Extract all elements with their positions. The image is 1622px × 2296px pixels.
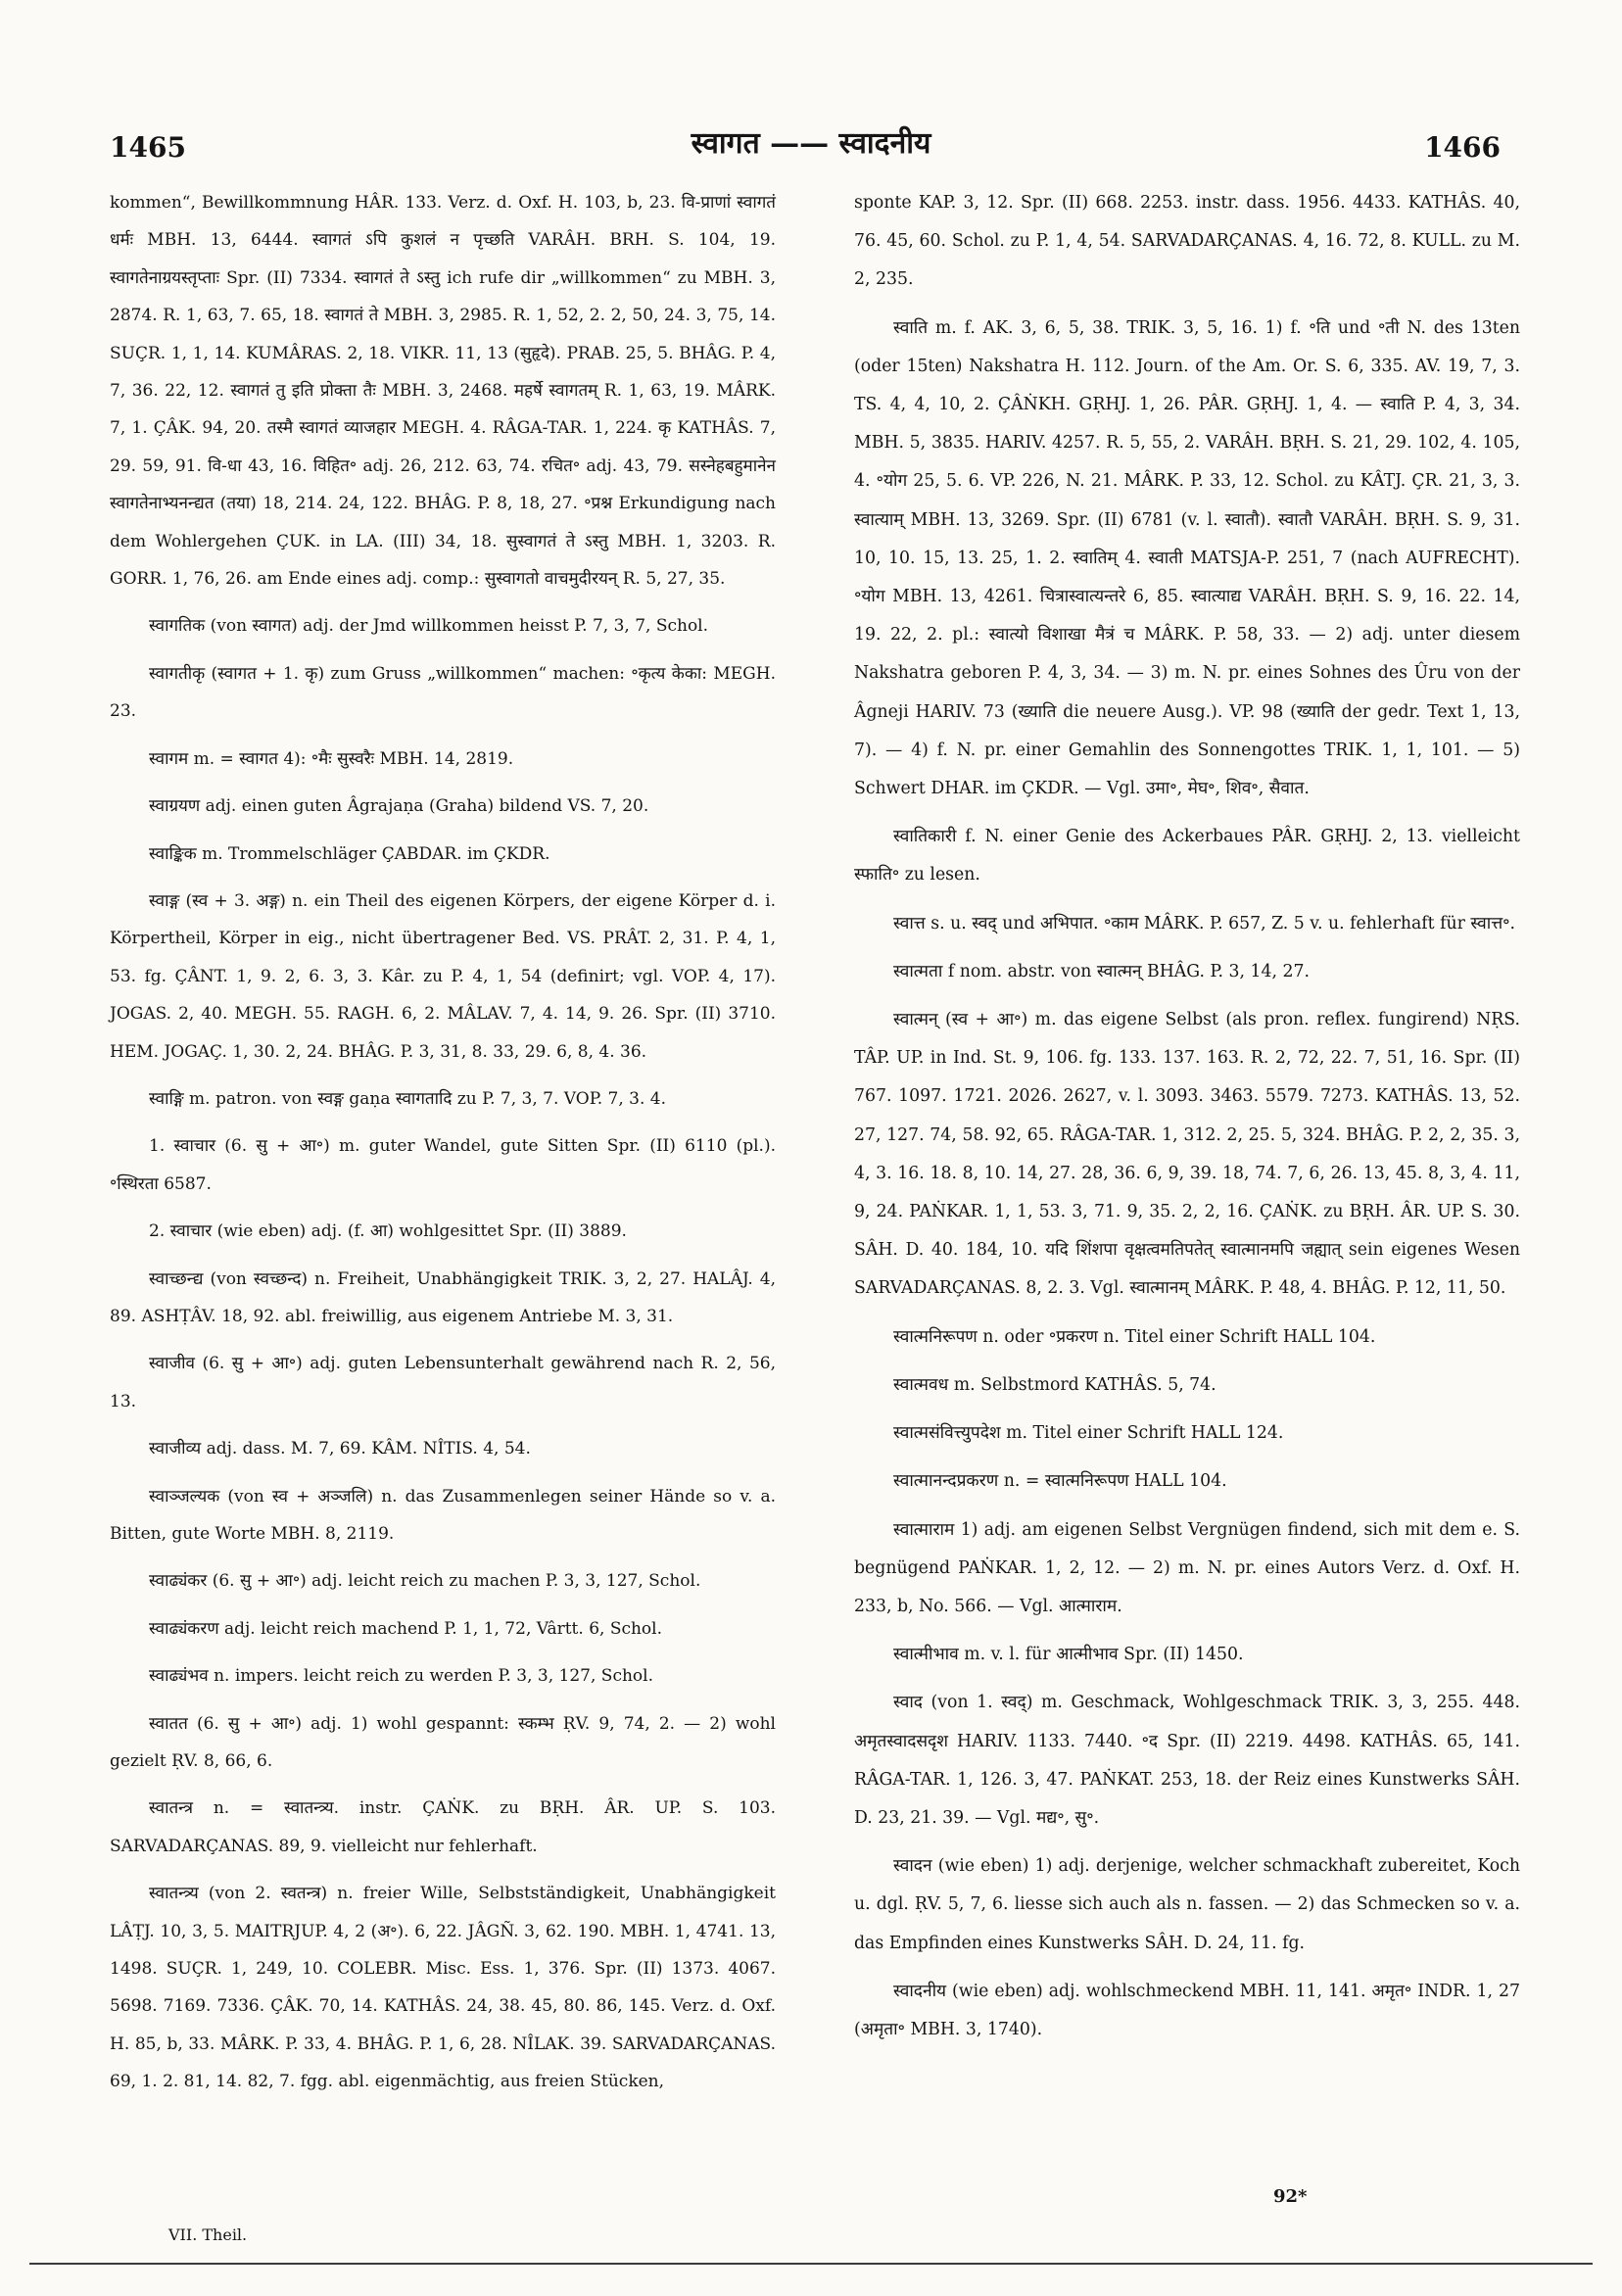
entry-paragraph: स्वात्माराम 1) adj. am eigenen Selbst Vergnügen findend, sich mit dem e. S. begnügend PAṄKAR. 1, 2, 12. — 2) m. N. pr. eines Autors Verz. d. Oxf. H. 233, b, No. 566. — Vgl. आत्माराम. (854, 1519, 1520, 1616)
entry-paragraph: स्वाङ्किक m. Trommelschläger ÇABDAR. im ÇKDR. (149, 843, 550, 864)
right-column (854, 184, 1520, 2059)
entry-paragraph: स्वात्मीभाव m. v. l. für आत्मीभाव Spr. (II) 1450. (893, 1645, 1244, 1665)
entry-paragraph: स्वाढ्यंकरण adj. leicht reich machend P. 1, 1, 72, Vârtt. 6, Schol. (149, 1618, 663, 1639)
entry-paragraph: स्वाति m. f. AK. 3, 6, 5, 38. TRIK. 3, 5, 16. 1) f. ॰ति und ॰ती N. des 13ten (oder 15ten) Nakshatra H. 112. Journ. of the Am. Or. S. 6, 335. AV. 19, 7, 3. TS. 4, 4, 10, 2. ÇÂṄKH. GṚHJ. 1, 26. PÂR. GṚHJ. 1, 4. — स्वाति P. 4, 3, 34. MBH. 5, 3835. HARIV. 4257. R. 5, 55, 2. VARÂH. BṚH. S. 21, 29. 102, 4. 105, 4. ॰योग 25, 5. 6. VP. 226, N. 21. MÂRK. P. 33, 12. Schol. zu KÂTJ. ÇR. 21, 3, 3. स्वात्याम् MBH. 13, 3269. Spr. (II) 6781 (v. l. स्वातौ). स्वातौ VARÂH. BṚH. S. 9, 31. 10, 10. 15, 13. 25, 1. 2. स्वातिम् 4. स्वाती MATSJA-P. 251, 7 (nach AUFRECHT). ॰योग MBH. 13, 4261. चित्रास्वात्यन्तरे 6, 85. स्वात्याद्य VARÂH. BṚH. S. 9, 16. 22. 14, 19. 22, 2. pl.: स्वात्यो विशाखा मैत्रं च MÂRK. P. 58, 33. — 2) adj. unter diesem Nakshatra geboren P. 4, 3, 34. — 3) m. N. pr. eines Sohnes des Ûru von der Âgneji HARIV. 73 (ख्याति die neuere Ausg.). VP. 98 (ख्याति der gedr. Text 1, 13, 7). — 4) f. N. pr. einer Gemahlin des Sonnengottes TRIK. 1, 1, 101. — 5) Schwert DHAR. im ÇKDR. — Vgl. उमा॰, मेघ॰, शिव॰, सैवात. (854, 317, 1520, 799)
entry-paragraph: 1. स्वाचार (6. सु + आ॰) m. guter Wandel, gute Sitten Spr. (II) 6110 (pl.). ॰स्थिरता 6587. (110, 1136, 776, 1194)
entry-paragraph: स्वाङ्गि m. patron. von स्वङ्ग gaṇa स्वागतादि zu P. 7, 3, 7. VOP. 7, 3. 4. (149, 1088, 666, 1109)
entry-paragraph: sponte KAP. 3, 12. Spr. (II) 668. 2253. instr. dass. 1956. 4433. KATHÂS. 40, 76. 45, 60. Schol. zu P. 1, 4, 54. SARVADARÇANAS. 4, 16. 72, 8. KULL. zu M. 2, 235. (854, 193, 1520, 290)
entry-paragraph: स्वात्मानन्दप्रकरण n. = स्वात्मनिरूपण HALL 104. (893, 1471, 1227, 1492)
entry-paragraph: स्वात्मसंवित्त्युपदेश m. Titel einer Schrift HALL 124. (893, 1423, 1284, 1444)
running-title: स्वागत —— स्वादनीय (691, 126, 931, 161)
page-header (0, 116, 1622, 174)
entry-paragraph: स्वाढ्यंकर (6. सु + आ॰) adj. leicht reich zu machen P. 3, 3, 127, Schol. (149, 1571, 701, 1592)
volume-label (110, 2225, 247, 2244)
volume-label-text: VII. Theil. (168, 2225, 248, 2244)
entry-paragraph: स्वात्मन् (स्व + आ॰) m. das eigene Selbst (als pron. reflex. fungirend) NṚS. TÂP. UP. in Ind. St. 9, 106. fg. 133. 137. 163. R. 2, 72, 22. 7, 51, 16. Spr. (II) 767. 1097. 1721. 2026. 2627, v. l. 3093. 3463. 5579. 7273. KATHÂS. 13, 52. 27, 127. 74, 58. 92, 65. RÂGA-TAR. 1, 312. 2, 25. 5, 324. BHÂG. P. 2, 2, 35. 3, 4, 3. 16. 18. 8, 10. 14, 27. 28, 36. 6, 9, 39. 18, 74. 7, 6, 26. 13, 45. 8, 3, 4. 11, 9, 24. PAṄKAR. 1, 1, 53. 3, 71. 9, 35. 2, 2, 16. ÇAṄK. zu BṚH. ÂR. UP. S. 30. SÂH. D. 40. 184, 10. यदि शिंशपा वृक्षत्वमतिपतेत् स्वात्मानमपि जह्यात् sein eigenes Wesen SARVADARÇANAS. 8, 2. 3. Vgl. स्वात्मानम् MÂRK. P. 48, 4. BHÂG. P. 12, 11, 50. (854, 1010, 1520, 1299)
entry-paragraph: स्वाञ्जल्यक (von स्व + अञ्जलि) n. das Zusammenlegen seiner Hände so v. a. Bitten, gute Worte MBH. 8, 2119. (110, 1486, 776, 1544)
entry-paragraph: स्वात्मनिरूपण n. oder ॰प्रकरण n. Titel einer Schrift HALL 104. (893, 1326, 1376, 1347)
entry-paragraph: स्वाढ्यंभव n. impers. leicht reich zu werden P. 3, 3, 127, Schol. (149, 1666, 654, 1687)
entry-paragraph: स्वागतीकृ (स्वागत + 1. कृ) zum Gruss „willkommen“ machen: ॰कृत्य केका: MEGH. 23. (110, 663, 776, 722)
entry-paragraph: स्वाजीव्य adj. dass. M. 7, 69. KÂM. NÎTIS. 4, 54. (149, 1439, 531, 1459)
entry-paragraph: स्वाजीव (6. सु + आ॰) adj. guten Lebensunterhalt gewährend nach R. 2, 56, 13. (110, 1354, 776, 1411)
entry-paragraph: स्वाङ्ग (स्व + 3. अङ्ग) n. ein Theil des eigenen Körpers, der eigene Körper d. i. Körpertheil, Körper in eig., nicht übertragener Bed. VS. PRÂT. 2, 31. P. 4, 1, 53. fg. ÇÂNT. 1, 9. 2, 6. 3, 3. Kâr. zu P. 4, 1, 54 (definirt; vgl. VOP. 4, 17). JOGAS. 2, 40. MEGH. 55. RAGH. 6, 2. MÂLAV. 7, 4. 14, 9. 26. Spr. (II) 3710. HEM. JOGAÇ. 1, 30. 2, 24. BHÂG. P. 3, 31, 8. 33, 29. 6, 8, 4. 36. (110, 890, 776, 1062)
left-column (110, 184, 776, 2111)
entry-paragraph: स्वादनीय (wie eben) adj. wohlschmeckend MBH. 11, 141. अमृत॰ INDR. 1, 27 (अमृता॰ MBH. 3, 1740). (854, 1981, 1520, 2039)
entry-paragraph: स्वादन (wie eben) 1) adj. derjenige, welcher schmackhaft zubereitet, Koch u. dgl. ṚV. 5, 7, 6. liesse sich auch als n. fassen. — 2) das Schmecken so v. a. das Empfinden eines Kunstwerks SÂH. D. 24, 11. fg. (854, 1856, 1520, 1953)
entry-paragraph: kommen“, Bewillkommnung HÂR. 133. Verz. d. Oxf. H. 103, b, 23. वि-प्राणां स्वागतं धर्मः MBH. 13, 6444. स्वागतं ऽपि कुशलं न पृच्छति VARÂH. BRH. S. 104, 19. स्वागतेनाग्रयस्तृप्ताः Spr. (II) 7334. स्वागतं ते ऽस्तु ich rufe dir „willkommen“ zu MBH. 3, 2874. R. 1, 63, 7. 65, 18. स्वागतं ते MBH. 3, 2985. R. 1, 52, 2. 2, 50, 24. 3, 75, 14. SUÇR. 1, 1, 14. KUMÂRAS. 2, 18. VIKR. 11, 13 (सुहृदे). PRAB. 25, 5. BHÂG. P. 4, 7, 36. 22, 12. स्वागतं तु इति प्रोक्ता तैः MBH. 3, 2468. महर्षे स्वागतम् R. 1, 63, 19. MÂRK. 7, 1. ÇÂK. 94, 20. तस्मै स्वागतं व्याजहार MEGH. 4. RÂGA-TAR. 1, 224. कृ KATHÂS. 7, 29. 59, 91. वि-धा 43, 16. विहित॰ adj. 26, 212. 63, 74. रचित॰ adj. 43, 79. सस्नेहबहुमानेन स्वागतेनाभ्यनन्द्यत (तया) 18, 214. 24, 122. BHÂG. P. 8, 18, 27. ॰प्रश्न Erkundigung nach dem Wohlergehen ÇUK. in LA. (III) 34, 18. सुस्वागतं ते ऽस्तु MBH. 1, 3203. R. GORR. 1, 76, 26. am Ende eines adj. comp.: सुस्वागतो वाचमुदीरयन् R. 5, 27, 35. (110, 193, 776, 590)
entry-paragraph: स्वागम m. = स्वागत 4): ॰मैः सुस्वरैः MBH. 14, 2819. (149, 748, 514, 769)
entry-paragraph: स्वाद (von 1. स्वद्) m. Geschmack, Wohlgeschmack TRIK. 3, 3, 255. 448. अमृतस्वादसदृश HARIV. 1133. 7440. ॰द Spr. (II) 2219. 4498. KATHÂS. 65, 141. RÂGA-TAR. 1, 126. 3, 47. PAṄKAT. 253, 18. der Reiz eines Kunstwerks SÂH. D. 23, 21. 39. — Vgl. मद्य॰, सु॰. (854, 1693, 1520, 1828)
entry-paragraph: स्वाग्रयण adj. einen guten Âgrajaṇa (Graha) bildend VS. 7, 20. (149, 796, 649, 817)
entry-paragraph: स्वातिकारी f. N. einer Genie des Ackerbaues PÂR. GṚHJ. 2, 13. vielleicht स्फाति॰ zu lesen. (854, 827, 1520, 885)
entry-paragraph: स्वातत (6. सु + आ॰) adj. 1) wohl gespannt: स्कम्भ ṚV. 9, 74, 2. — 2) wohl gezielt ṚV. 8, 66, 6. (110, 1713, 776, 1772)
page-number-right: 1466 (1424, 131, 1501, 164)
entry-paragraph: स्वात्मवध m. Selbstmord KATHÂS. 5, 74. (893, 1374, 1216, 1395)
entry-paragraph: स्वातन्त्र n. = स्वातन्त्र्य. instr. ÇAṄK. zu BṚH. ÂR. UP. S. 103. SARVADARÇANAS. 89, 9. vielleicht nur fehlerhaft. (110, 1798, 776, 1856)
page-number-left: 1465 (110, 131, 186, 164)
entry-paragraph: स्वात्त s. u. स्वद् und अभिपात. ॰काम MÂRK. P. 657, Z. 5 v. u. fehlerhaft für स्वात्त॰. (893, 913, 1515, 933)
entry-paragraph: स्वाच्छन्द्य (von स्वच्छन्द) n. Freiheit, Unabhängigkeit TRIK. 3, 2, 27. HALÂJ. 4, 89. ASHṬÂV. 18, 92. abl. freiwillig, aus eigenem Antriebe M. 3, 31. (110, 1268, 776, 1326)
bottom-rule (29, 2263, 1593, 2265)
entry-paragraph: स्वात्मता f nom. abstr. von स्वात्मन् BHÂG. P. 3, 14, 27. (893, 961, 1310, 981)
entry-paragraph: 2. स्वाचार (wie eben) adj. (f. आ) wohlgesittet Spr. (II) 3889. (149, 1221, 627, 1242)
entry-paragraph: स्वातन्त्र्य (von 2. स्वतन्त्र) n. freier Wille, Selbstständigkeit, Unabhängigkeit LÂṬJ. 10, 3, 5. MAITRJUP. 4, 2 (अ॰). 6, 22. JÂGÑ. 3, 62. 190. MBH. 1, 4741. 13, 1498. SUÇR. 1, 249, 10. COLEBR. Misc. Ess. 1, 376. Spr. (II) 1373. 4067. 5698. 7169. 7336. ÇÂK. 70, 14. KATHÂS. 24, 38. 45, 80. 86, 145. Verz. d. Oxf. H. 85, b, 33. MÂRK. P. 33, 4. BHÂG. P. 1, 6, 28. NÎLAK. 39. SARVADARÇANAS. 69, 1. 2. 81, 14. 82, 7. fgg. abl. eigenmächtig, aus freien Stücken, (110, 1884, 776, 2092)
signature-mark: 92* (1273, 2186, 1308, 2207)
entry-paragraph: स्वागतिक (von स्वागत) adj. der Jmd willkommen heisst P. 7, 3, 7, Schol. (149, 616, 709, 637)
